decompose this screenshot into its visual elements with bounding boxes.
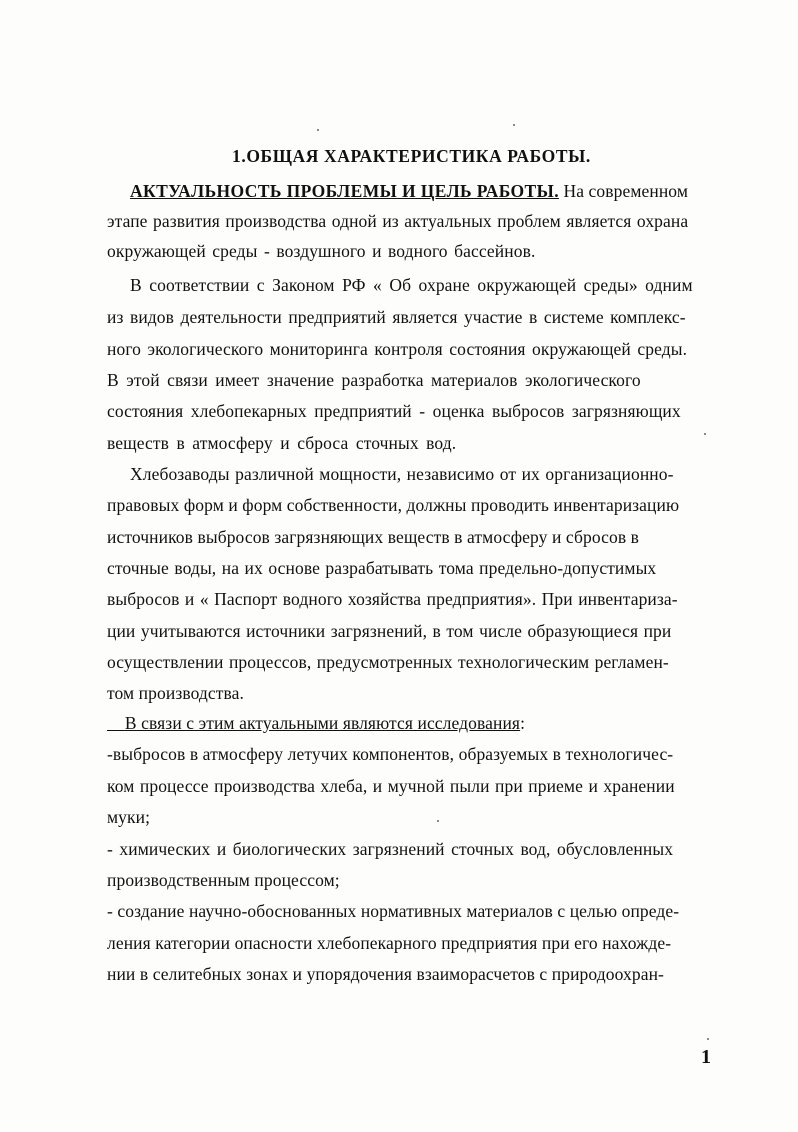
para3-line6: ции учитываются источники загрязнений, в том числе образующиеся при <box>107 621 672 641</box>
scan-speck <box>707 1038 709 1040</box>
para3-line5: выбросов и « Паспорт водного хозяйства предприятия». При инвентариза- <box>107 589 678 609</box>
para4-intro <box>107 712 525 734</box>
para4-item1-line1: -выбросов в атмосферу летучих компонентов, образуемых в технологичес- <box>107 744 674 764</box>
section-title: 1.ОБЩАЯ ХАРАКТЕРИСТИКА РАБОТЫ. <box>232 146 591 166</box>
scan-speck <box>317 129 319 131</box>
para1-line1-rest: На современном <box>558 181 689 201</box>
para1-line2: этапе развития производства одной из актуальных проблем является охрана <box>107 211 689 231</box>
para2-line2: из видов деятельности предприятий является участие в системе комплекс- <box>107 307 686 327</box>
para1-line1 <box>130 180 688 202</box>
para3-line4: сточные воды, на их основе разрабатывать тома предельно-допустимых <box>107 558 657 578</box>
para3-line2: правовых форм и форм собственности, должны проводить инвентаризацию <box>107 495 680 515</box>
para4-item3-line3: нии в селитебных зонах и упорядочения взаиморасчетов с природоохран- <box>107 964 664 984</box>
para1-line3: окружающей среды - воздушного и водного бассейнов. <box>107 241 536 261</box>
para4-intro-colon: : <box>520 713 526 733</box>
para2-line1: В соответствии с Законом РФ « Об охране окружающей среды» одним <box>130 275 693 295</box>
para4-item1-line2: ком процессе производства хлеба, и мучной пыли при приеме и хранении <box>107 776 675 796</box>
para2-line6: веществ в атмосферу и сброса сточных вод. <box>107 433 457 453</box>
para3-line8: том производства. <box>107 683 245 703</box>
scan-speck <box>704 433 706 435</box>
para4-item3-line1: - создание научно-обоснованных нормативных материалов с целью опреде- <box>107 901 680 921</box>
para4-item2-line2: производственным процессом; <box>107 870 340 890</box>
para4-intro-label: В связи с этим актуальными являются исследования <box>124 713 521 733</box>
para4-item2-line1: - химических и биологических загрязнений сточных вод, обусловленных <box>107 839 674 859</box>
para4-item1-line3: муки; <box>107 807 151 827</box>
scan-speck <box>513 124 515 126</box>
scan-speck <box>437 820 439 822</box>
para2-line4: В этой связи имеет значение разработка материалов экологического <box>107 370 641 390</box>
para3-line3: источников выбросов загрязняющих веществ в атмосферу и сбросов в <box>107 527 640 547</box>
para2-line5: состояния хлебопекарных предприятий - оценка выбросов загрязняющих <box>107 401 681 421</box>
para4-item3-line2: ления категории опасности хлебопекарного предприятия при его нахожде- <box>107 933 672 953</box>
para2-line3: ного экологического мониторинга контроля состояния окружающей среды. <box>107 339 688 359</box>
para3-line1: Хлебозаводы различной мощности, независимо от их организационно- <box>130 464 674 484</box>
page-number: 1 <box>701 1046 711 1068</box>
para4-intro-text <box>107 713 520 733</box>
para1-heading: АКТУАЛЬНОСТЬ ПРОБЛЕМЫ И ЦЕЛЬ РАБОТЫ. <box>130 181 559 201</box>
para3-line7: осуществлении процессов, предусмотренных технологическим регламен- <box>107 652 669 672</box>
